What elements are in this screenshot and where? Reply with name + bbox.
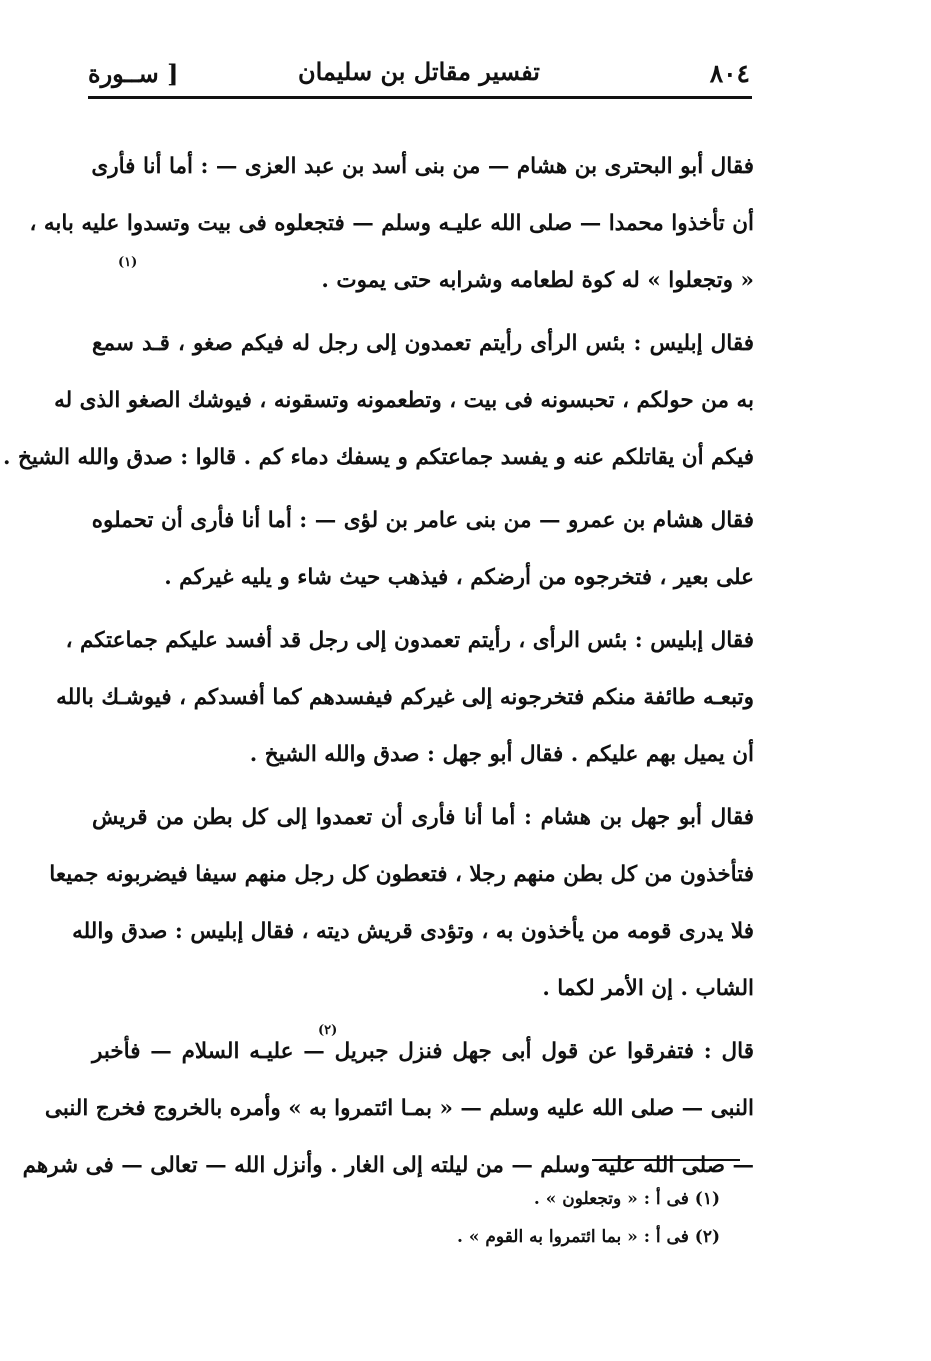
text-line: أن تأخذوا محمدا — صلى الله عليـه وسلم — فتجعلوه فى بيت وتسدوا عليه بابه ، bbox=[29, 211, 754, 236]
paragraph bbox=[92, 492, 754, 606]
footnote: (١) فى أ : « وتجعلون » . bbox=[533, 1189, 720, 1209]
text-line: فقال إبليس : بئس الرأى رأيتم تعمدون إلى رجل له فيكم صغو ، قـد سمع bbox=[92, 331, 754, 356]
text-line: النبى — صلى الله عليه وسلم — « بمـا ائتمروا به » وأمره بالخروج فخرج النبى bbox=[44, 1096, 754, 1121]
paragraph bbox=[56, 612, 754, 783]
footnote-marker-1: (١) bbox=[118, 255, 138, 270]
header-rule bbox=[88, 96, 752, 99]
page-number: ٨٠٤ bbox=[709, 59, 750, 88]
text-line: أن يميل بهم عليكم . فقال أبو جهل : صدق والله الشيخ . bbox=[249, 742, 754, 767]
text-line: — صلى الله عليه وسلم — من ليلته إلى الغار . وأنزل الله — تعالى — فى شرهم bbox=[22, 1153, 754, 1178]
paragraph bbox=[29, 138, 754, 309]
text-line: فقال إبليس : بئس الرأى ، رأيتم تعمدون إلى رجل قد أفسد عليكم جماعتكم ، bbox=[65, 628, 754, 653]
footnote: (٢) فى أ : « بما ائتمروا به القوم » . bbox=[457, 1227, 720, 1247]
body-text bbox=[2, 138, 754, 1200]
book-title: تفسير مقاتل بن سليمان bbox=[297, 57, 540, 86]
text-line: على بعير ، فتخرجوه من أرضكم ، فيذهب حيث شاء و يليه غيركم . bbox=[164, 565, 754, 590]
text-line: به من حولكم ، تحبسونه فى بيت ، وتطعمونه وتسقونه ، فيوشك الصغو الذى له bbox=[54, 388, 754, 413]
text-line: قال : فتفرقوا عن قول أبى جهل فنزل جبريل — عليـه السلام — فأخبر bbox=[92, 1039, 754, 1064]
text-line: فقال هشام بن عمرو — من بنى عامر بن لؤى — : أما أنا فأرى أن تحملوه bbox=[91, 508, 754, 533]
paragraph bbox=[22, 1023, 754, 1194]
paragraph bbox=[2, 315, 754, 486]
running-header bbox=[88, 55, 750, 95]
text-line: الشاب . إن الأمر لكما . bbox=[542, 976, 754, 1001]
surah-label: [ ســورة bbox=[88, 59, 179, 88]
text-line: فيكم أن يقاتلكم عنه و يفسد جماعتكم و يسفك دماء كم . قالوا : صدق والله الشيخ . bbox=[2, 445, 754, 470]
footnote-marker-2: (٢) bbox=[318, 1023, 338, 1038]
text-line: فتأخذون من كل بطن منهم رجلا ، فتعطون كل رجل منهم سيفا فيضربونه جميعا bbox=[49, 862, 754, 887]
text-line: وتبعـه طائفة منكم فتخرجونه إلى غيركم فيفسدهم كما أفسدكم ، فيوشـك بالله bbox=[56, 685, 754, 710]
paragraph bbox=[49, 789, 754, 1017]
footnotes bbox=[300, 1180, 720, 1256]
footnote-divider bbox=[592, 1159, 740, 1161]
text-line: فقال أبو جهل بن هشام : أما أنا فأرى أن تعمدوا إلى كل بطن من قريش bbox=[92, 805, 754, 830]
text-line: فقال أبو البحترى بن هشام — من بنى أسد بن عبد العزى — : أما أنا فأرى bbox=[91, 154, 754, 179]
text-line: « وتجعلوا » له كوة لطعامه وشرابه حتى يموت . bbox=[321, 268, 754, 293]
text-line: فلا يدرى قومه من يأخذون به ، وتؤدى قريش ديته ، فقال إبليس : صدق والله bbox=[72, 919, 754, 944]
